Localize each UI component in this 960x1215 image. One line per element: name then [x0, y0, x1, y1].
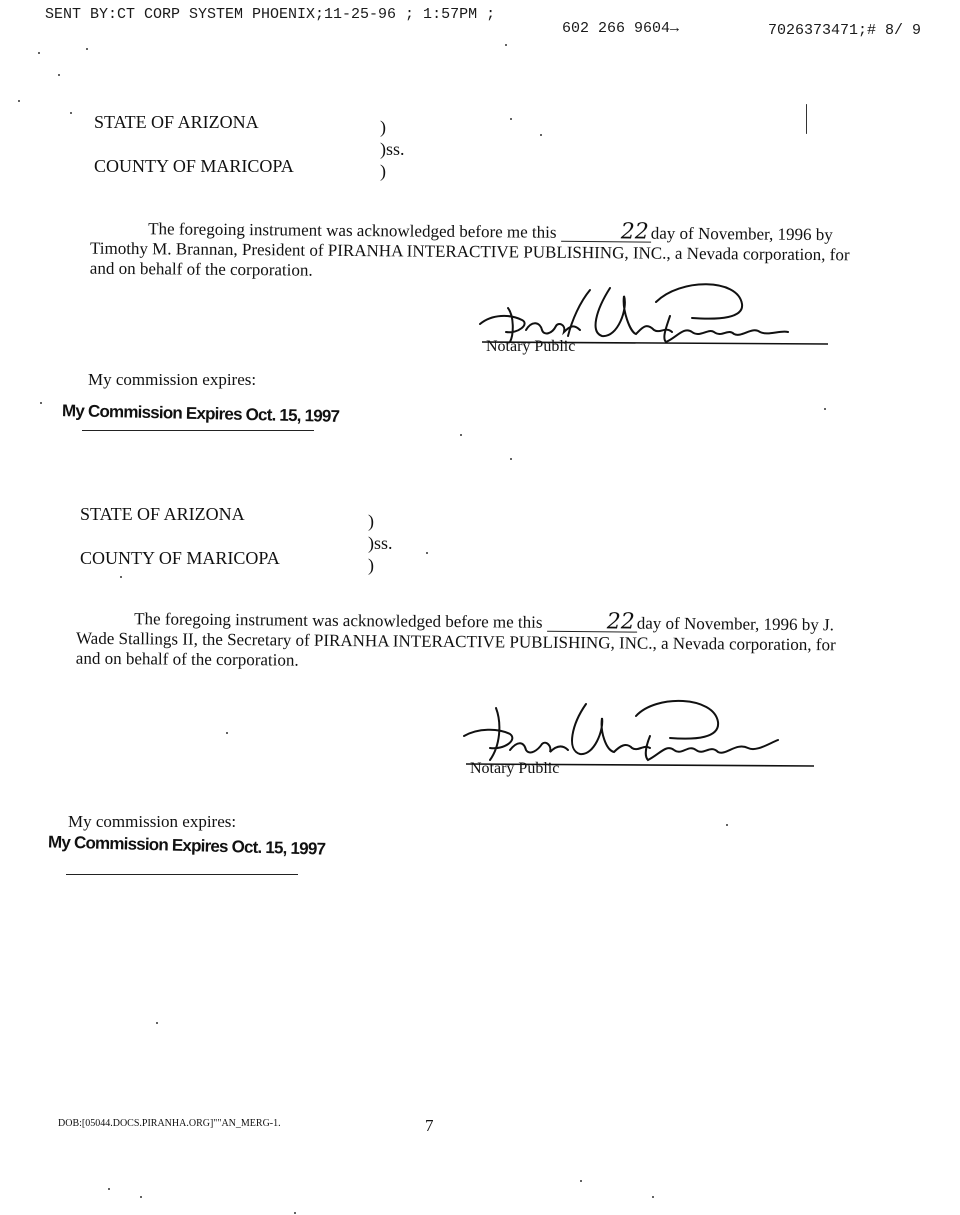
notary-public-label: Notary Public	[470, 760, 560, 777]
county-label: COUNTY OF MARICOPA	[94, 156, 294, 176]
venue-brackets: ) )ss. )	[380, 117, 405, 181]
venue-brackets: ) )ss. )	[368, 511, 393, 575]
ack-text-rest: day of November, 1996 by Timothy M. Brannan, President of PIRANHA INTERACTIVE PUBLISHING, INC., a Nevada corporation, for and on behalf of the corporation.	[89, 223, 850, 280]
acknowledgment-paragraph-2	[76, 609, 836, 676]
fax-recipient: 7026373471;# 8/ 9	[768, 22, 922, 39]
notary-signature-2	[456, 694, 816, 784]
commission-stamp-1: My Commission Expires Oct. 15, 1997	[61, 401, 340, 426]
ack-text-rest: day of November, 1996 by J. Wade Stallings II, the Secretary of PIRANHA INTERACTIVE PUBLISHING, INC., a Nevada corporation, for and on behalf of the corporation.	[75, 613, 836, 670]
ack-text-start: The foregoing instrument was acknowledged before me this	[134, 609, 543, 632]
ack-day: 22	[547, 613, 637, 633]
commission-label-1: My commission expires:	[88, 370, 257, 389]
state-label: STATE OF ARIZONA	[80, 504, 245, 524]
stamp-underline-1	[82, 430, 314, 431]
ack-day: 22	[561, 223, 651, 243]
ack-text-start: The foregoing instrument was acknowledged before me this	[148, 219, 557, 242]
state-label: STATE OF ARIZONA	[94, 112, 259, 132]
commission-label-2: My commission expires:	[68, 812, 237, 831]
page-number: 7	[425, 1116, 434, 1135]
fax-phone: 602 266 9604→	[562, 20, 680, 37]
document-code: DOB:[05044.DOCS.PIRANHA.ORG]""AN_MERG-1.	[58, 1118, 281, 1129]
notary-public-label: Notary Public	[486, 338, 576, 355]
county-label: COUNTY OF MARICOPA	[80, 548, 280, 568]
notary-signature-1	[470, 276, 830, 366]
fax-sender: SENT BY:CT CORP SYSTEM PHOENIX;11-25-96 ; 1:57PM ;	[45, 6, 496, 23]
commission-stamp-2: My Commission Expires Oct. 15, 1997	[47, 832, 326, 859]
fax-header	[0, 6, 960, 39]
stamp-underline-2	[66, 874, 298, 875]
